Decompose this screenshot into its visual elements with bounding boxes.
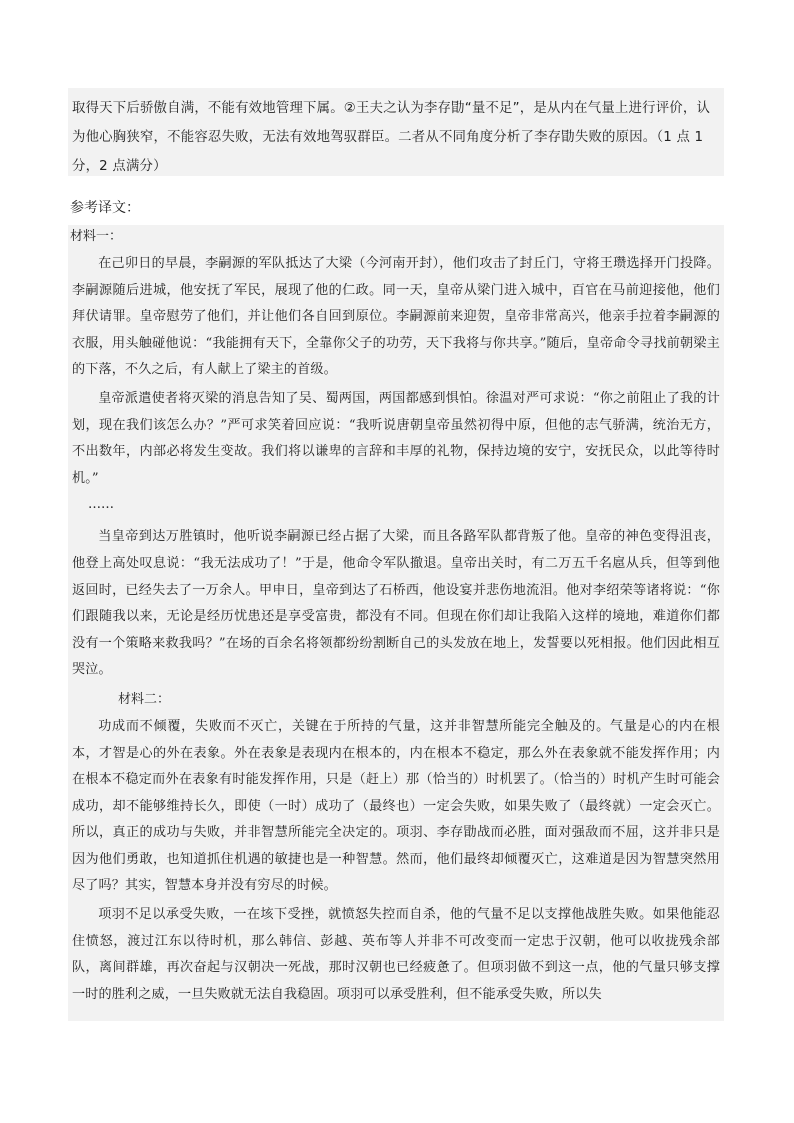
material2-paragraph-2: 项羽不足以承受失败，一在垓下受挫，就愤怒失控而自杀，他的气量不足以支撑他战胜失败。如果他能忍住愤怒，渡过江东以待时机，那么韩信、彭越、英布等人并非不可改变而一定忠于汉朝，他可以收拢残余部队，离间群雄，再次奋起与汉朝决一死战，那时汉朝也已经疲惫了。但项羽做不到这一点，他的气量只够支撑一时的胜利之威，一旦失败就无法自我稳固。项羽可以承受胜利，但不能承受失败，所以失	[72, 907, 720, 1002]
ellipsis: ……	[88, 497, 114, 513]
material2-paragraph-1: 功成而不倾覆，失败而不灭亡，关键在于所持的气量，这并非智慧所能完全触及的。气量是心的内在根本，才智是心的外在表象。外在表象是表现内在根本的，内在根本不稳定，那么外在表象就不能发挥作用；内在根本不稳定而外在表象有时能发挥作用，只是（赶上）那（恰当的）时机罢了。（恰当的）时机产生时可能会成功，却不能够维持长久，即使（一时）成功了（最终也）一定会失败，如果失败了（最终就）一定会灭亡。所以，真正的成功与失败，并非智慧所能完全决定的。项羽、李存勖战而必胜，面对强敌而不屈，这并非只是因为他们勇敢，也知道抓住机遇的敏捷也是一种智慧。然而，他们最终却倾覆灭亡，这难道是因为智慧突然用尽了吗？其实，智慧本身并没有穷尽的时候。	[72, 718, 720, 894]
material2-label: 材料二：	[118, 691, 171, 707]
material1-label: 材料一：	[70, 229, 123, 244]
material1-paragraph-2: 皇帝派遣使者将灭梁的消息告知了吴、蜀两国，两国都感到惧怕。徐温对严可求说：“你之前阻止了我的计划，现在我们该怎么办？”严可求笑着回应说：“我听说唐朝皇帝虽然初得中原，但他的志气骄满，统治无方，不出数年，内部必将发生变故。我们将以谦卑的言辞和丰厚的礼物，保持边境的安宁，安抚民众，以此等待时机。”	[72, 390, 720, 486]
answer-text: 取得天下后骄傲自满，不能有效地管理下属。②王夫之认为李存勖“量不足”，是从内在气量上进行评价，认为他心胸狭窄，不能容忍失败，无法有效地驾驭群臣。二者从不同角度分析了李存勖失败的原因。（1 点 1 分，2 点满分）	[72, 101, 711, 174]
material1-paragraph-3: 当皇帝到达万胜镇时，他听说李嗣源已经占据了大梁，而且各路军队都背叛了他。皇帝的神色变得沮丧，他登上高处叹息说：“我无法成功了！”于是，他命令军队撤退。皇帝出关时，有二万五千名扈从兵，但等到他返回时，已经失去了一万余人。甲申日，皇帝到达了石桥西，他设宴并悲伤地流泪。他对李绍荣等诸将说：“你们跟随我以来，无论是经历忧患还是享受富贵，都没有不同。但现在你们却让我陷入这样的境地，难道你们都没有一个策略来救我吗？”在场的百余名将领都纷纷割断自己的头发放在地上，发誓要以死相报。他们因此相互哭泣。	[72, 529, 720, 678]
translation-block	[68, 225, 724, 1021]
answer-block	[68, 88, 724, 176]
reference-heading: 参考译文：	[70, 200, 140, 216]
material1-paragraph-1: 在己卯日的早晨，李嗣源的军队抵达了大梁（今河南开封），他们攻击了封丘门，守将王瓒选择开门投降。李嗣源随后进城，他安抚了军民，展现了他的仁政。同一天，皇帝从梁门进入城中，百官在马前迎接他，他们拜伏请罪。皇帝慰劳了他们，并让他们各自回到原位。李嗣源前来迎贺，皇帝非常高兴，他亲手拉着李嗣源的衣服，用头触碰他说：“我能拥有天下，全靠你父子的功劳，天下我将与你共享。”随后，皇帝命令寻找前朝梁主的下落，不久之后，有人献上了梁主的首级。	[72, 256, 720, 378]
